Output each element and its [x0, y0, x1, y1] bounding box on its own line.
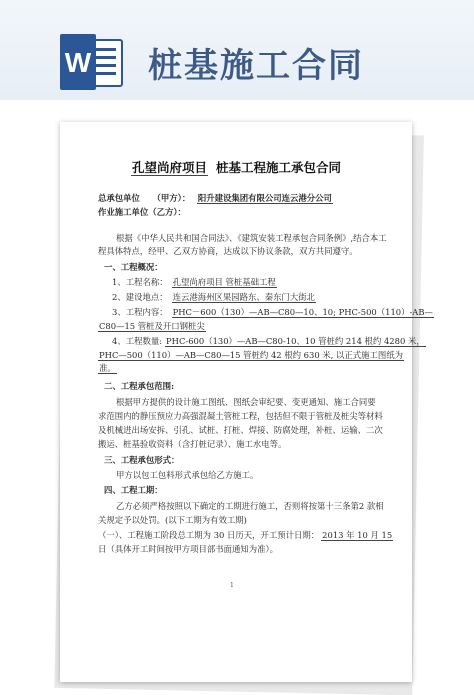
- item-2-value: 连云港海州区果园路东、秦东门大街北: [172, 292, 315, 302]
- page-number: 1: [230, 582, 234, 589]
- item-4-value-a: PHC-600（130）—AB—C80-10、10 管桩约 214 根约 4280 米，: [166, 336, 425, 346]
- item-4-value-c: 准。: [99, 363, 116, 373]
- item-1-value: 孔望尚府项目 管桩基础工程: [172, 277, 276, 287]
- item-4: 4、工程数量: PHC-600（130）—AB—C80-10、10 管桩约 214 根约 4280 米，: [112, 336, 425, 346]
- item-3-cont: [98, 320, 206, 332]
- section-4-heading: 四、工程工期：: [104, 485, 163, 495]
- word-logo-letter: W: [64, 47, 92, 78]
- section-2-line-4: 搬运、桩基验收资料（含打桩记录）、施工水电等。: [98, 439, 287, 449]
- section-2-heading: 二、工程承包范围:: [104, 381, 175, 391]
- banner-title: 桩基施工合同: [148, 46, 364, 86]
- item-4-cont: [98, 349, 404, 361]
- start-date: 2013 年 10 月 15: [322, 530, 393, 540]
- item-1: 1、工程名称： 孔望尚府项目 管桩基础工程: [112, 277, 276, 287]
- project-name: 孔望尚府项目: [131, 160, 207, 175]
- section-4-line-2: 关规定予以处罚。(以下工期为有效工期): [98, 515, 247, 525]
- section-2-line-3: 及机械进出场安拆、引孔、试桩、打桩、焊接、防腐处理，补桩、运输、二次: [98, 425, 383, 435]
- contract-name: 桩基工程施工承包合同: [216, 160, 342, 175]
- banner: [0, 0, 474, 100]
- word-document-icon: [60, 34, 124, 90]
- document-title: [60, 158, 412, 176]
- intro-line-2: 程具体特点，经甲、乙双方协商，达成以下协议条款，双方共同遵守。: [98, 246, 358, 256]
- item-4-cont-2: [98, 362, 117, 374]
- section-3-heading: 三、工程承包形式：: [104, 455, 180, 465]
- section-4-line-4: 日（具体开工时间按甲方项目部书面通知为准）。: [98, 544, 279, 554]
- item-4-value-b: PHC—500（110）—AB—C80—15 管桩约 42 根约 630 米, 以正式施工图纸为: [99, 350, 404, 360]
- intro-line-1: 根据《中华人民共和国合同法》、《建筑安装工程承包合同条例》,结合本工: [116, 233, 387, 243]
- section-2-line-2: 求范围内的静压预应力高强混凝土管桩工程，包括但不限于管桩及桩尖等材料: [98, 411, 383, 421]
- section-2-line-1: 根据甲方提供的设计施工图纸、图纸会审纪要、变更通知、施工合同要: [116, 397, 376, 407]
- document-page: [60, 122, 433, 682]
- section-4-line-3: （一）、工程施工阶段总工期为 30 日历天，开工预计日期： 2013 年 10 月 15: [98, 530, 393, 540]
- section-4-line-1: 乙方必须严格按照以下确定的工期进行施工，否则将按第十三条第2 款相: [116, 501, 384, 511]
- item-3-value-b: C80—15 管桩及开口钢桩尖: [99, 321, 205, 331]
- section-1-heading: 一、工程概况：: [104, 262, 163, 272]
- item-3-value-a: PHC－600（130）—AB—C80—10、10; PHC-500（110）-AB—: [172, 307, 433, 317]
- party-a-name: 阳升建设集团有限公司连云港分公司: [197, 193, 332, 203]
- item-3: 3、工程内容： PHC－600（130）—AB—C80—10、10; PHC-500（110）-AB—: [112, 307, 433, 317]
- section-3-line-1: 甲方以包工包料形式承包给乙方施工。: [116, 470, 259, 480]
- item-2: 2、建设地点： 连云港海州区果园路东、秦东门大街北: [112, 292, 315, 302]
- contractor-label: 总承包单位: [98, 193, 140, 203]
- party-a-line: [98, 192, 333, 204]
- party-b-line: 作业施工单位（乙方）：: [98, 207, 186, 217]
- party-a-label: （甲方）：: [152, 193, 191, 203]
